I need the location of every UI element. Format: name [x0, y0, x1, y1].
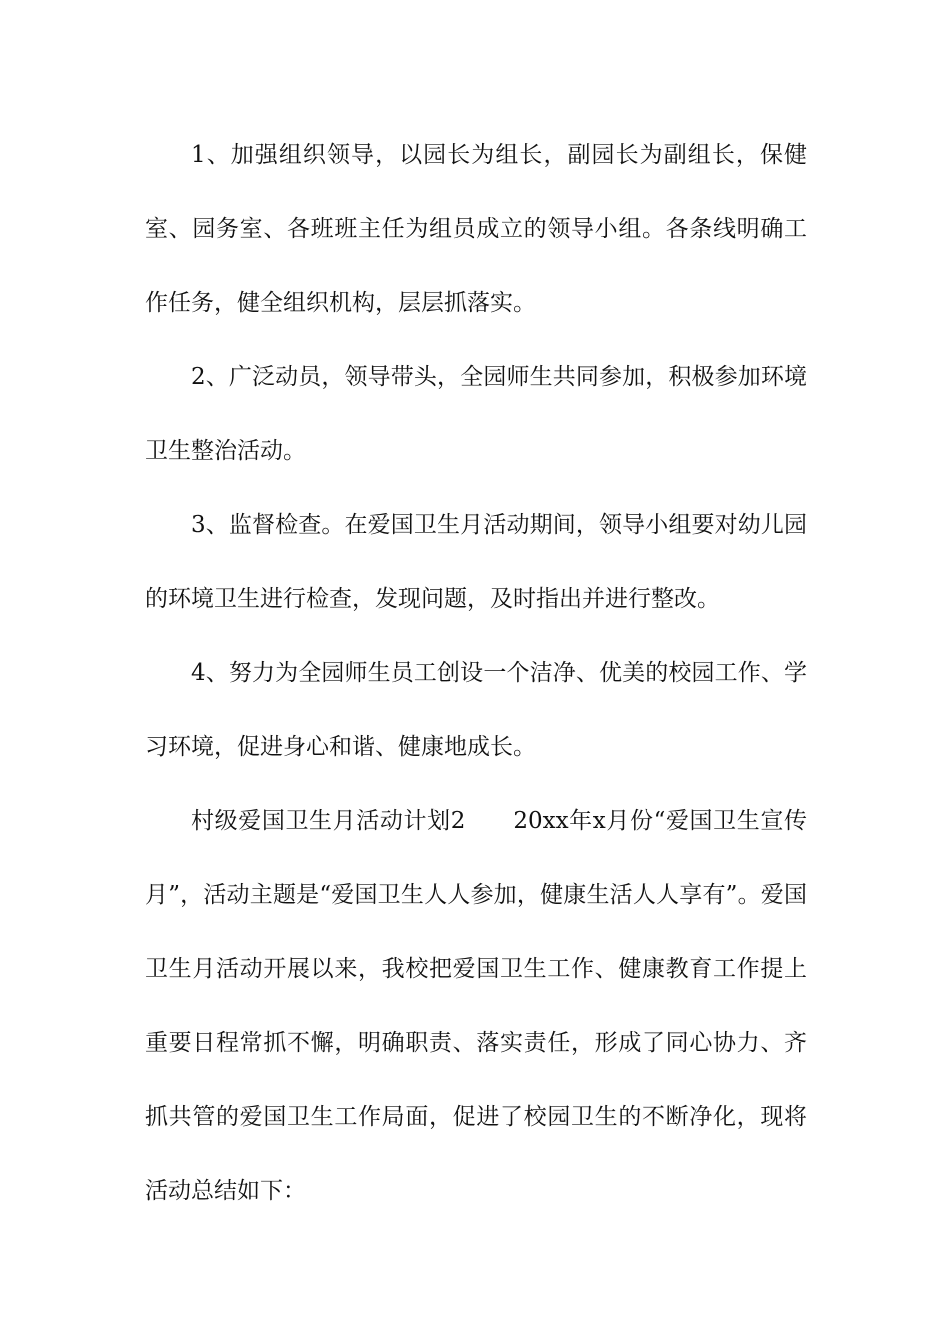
plan-2-title: 村级爱国卫生月活动计划2	[191, 808, 466, 834]
paragraph-3: 3、监督检查。在爱国卫生月活动期间，领导小组要对幼儿园的环境卫生进行检查，发现问题，及时指出并进行整改。	[145, 512, 807, 612]
paragraph-4: 4、努力为全园师生员工创设一个洁净、优美的校园工作、学习环境，促进身心和谐、健康地成长。	[145, 660, 807, 760]
plan-2-text: 20xx年x月份“爱国卫生宣传月”，活动主题是“爱国卫生人人参加，健康生活人人享有”。爱国卫生月活动开展以来，我校把爱国卫生工作、健康教育工作提上重要日程常抓不懈，明确职责、落实责任，形成了同心协力、齐抓共管的爱国卫生工作局面，促进了校园卫生的不断净化，现将活动总结如下：	[145, 808, 807, 1204]
paragraph-1: 1、加强组织领导，以园长为组长，副园长为副组长，保健室、园务室、各班班主任为组员成立的领导小组。各条线明确工作任务，健全组织机构，层层抓落实。	[145, 142, 807, 316]
document-body	[145, 118, 807, 1228]
paragraph-2: 2、广泛动员，领导带头，全园师生共同参加，积极参加环境卫生整治活动。	[145, 364, 807, 464]
paragraph-5	[145, 784, 807, 1228]
